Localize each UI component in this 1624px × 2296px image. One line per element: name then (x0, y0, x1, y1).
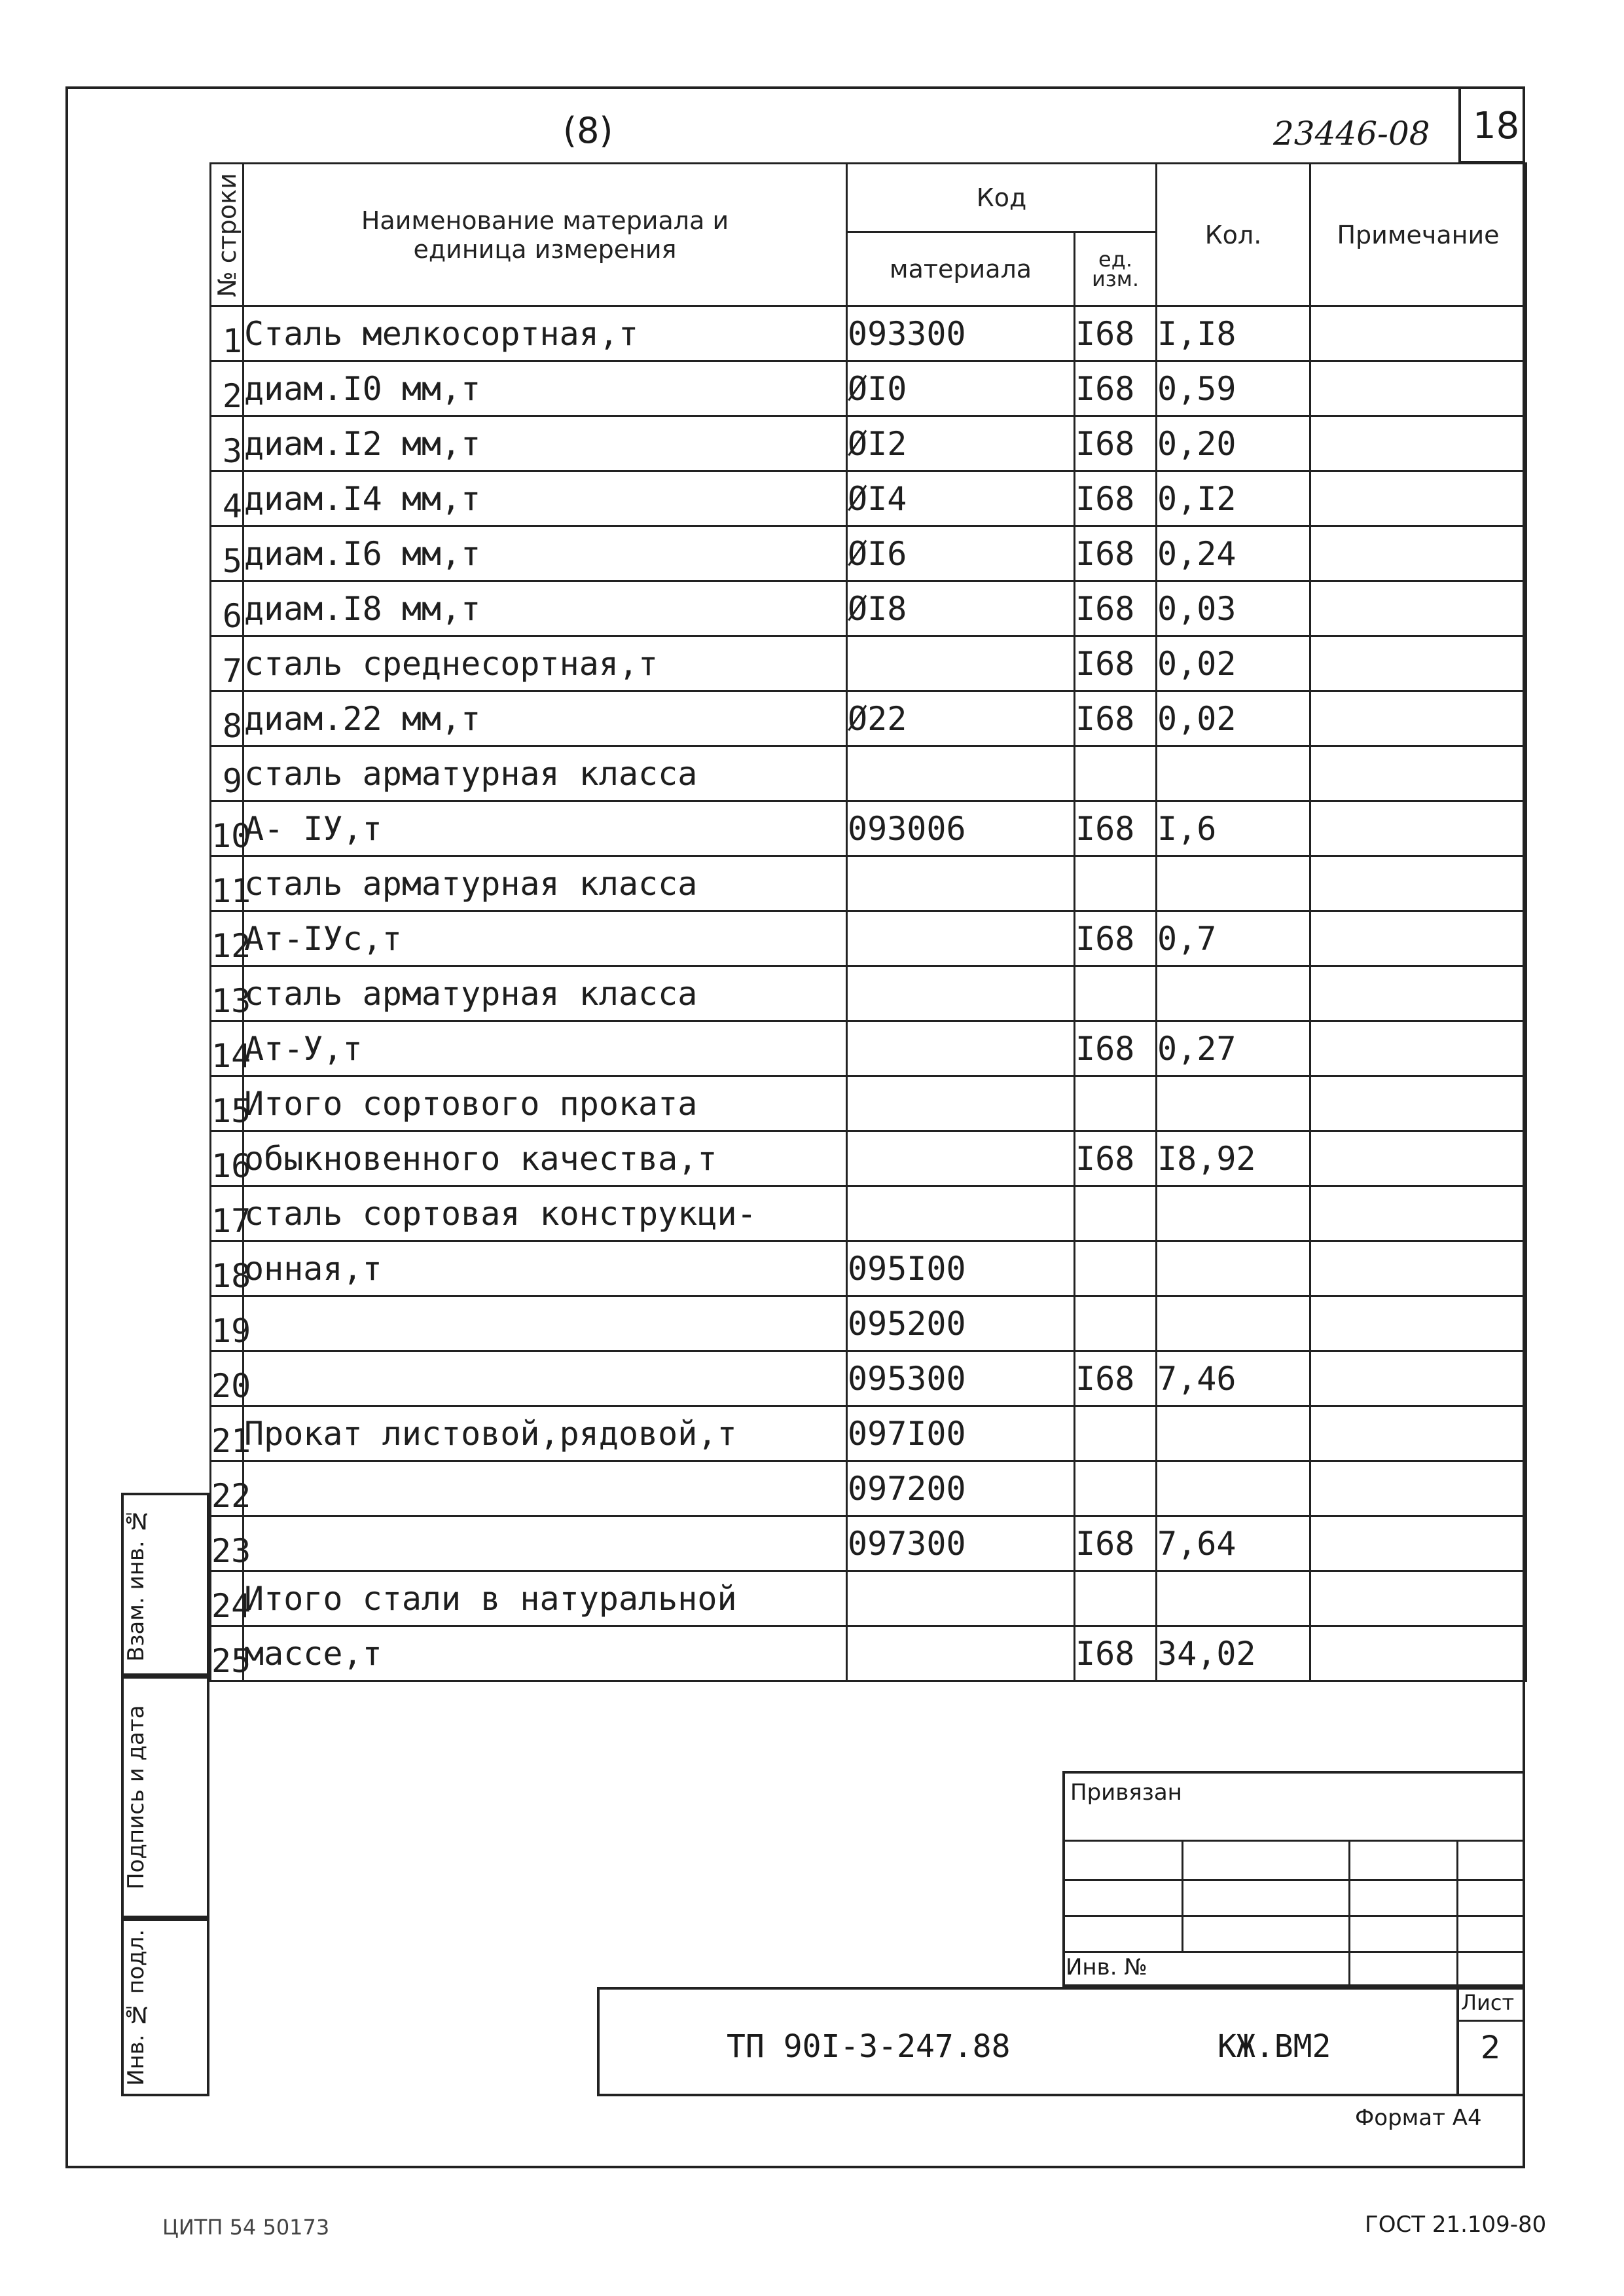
material-name-cell: диам.I4 мм,т (244, 471, 847, 526)
row-number-cell: 12 (211, 911, 244, 966)
note-cell (1310, 1076, 1526, 1131)
document-number: 23446-08 (1273, 115, 1430, 153)
table-row (211, 471, 1526, 526)
material-name-cell: сталь арматурная класса (244, 856, 847, 911)
note-cell (1310, 1351, 1526, 1406)
unit-code-cell (1075, 856, 1157, 911)
note-cell (1310, 966, 1526, 1021)
unit-code-cell: I68 (1075, 1351, 1157, 1406)
page-number: (8) (563, 110, 613, 151)
col-note-header: Примечание (1310, 164, 1526, 306)
sheet-label-line (1456, 2020, 1525, 2022)
quantity-cell: 0,24 (1157, 526, 1310, 581)
material-name-cell (244, 1296, 847, 1351)
row-number-cell: 21 (211, 1406, 244, 1461)
unit-code-cell (1075, 1076, 1157, 1131)
material-code-cell (847, 1021, 1075, 1076)
stamp-exchange-inv-label: Взам. инв. № (123, 1507, 149, 1662)
col-row-number-header: № строки (211, 164, 244, 306)
bound-line-2 (1062, 1879, 1525, 1881)
note-cell (1310, 911, 1526, 966)
material-code-cell: ØI8 (847, 581, 1075, 636)
unit-code-cell (1075, 1296, 1157, 1351)
note-cell (1310, 526, 1526, 581)
table-row (211, 636, 1526, 691)
sheet-divider (1456, 1987, 1459, 2096)
row-number-cell: 14 (211, 1021, 244, 1076)
material-name-cell (244, 1351, 847, 1406)
material-name-cell: массе,т (244, 1626, 847, 1681)
material-code-cell: ØI2 (847, 416, 1075, 471)
table-row (211, 361, 1526, 416)
bound-vline-3 (1456, 1840, 1458, 1987)
row-number-cell: 6 (211, 581, 244, 636)
row-number-cell: 24 (211, 1571, 244, 1626)
quantity-cell: 0,59 (1157, 361, 1310, 416)
note-cell (1310, 856, 1526, 911)
table-row (211, 1076, 1526, 1131)
quantity-cell: I,I8 (1157, 306, 1310, 361)
table-row (211, 1406, 1526, 1461)
row-number-cell: 16 (211, 1131, 244, 1186)
material-spec-table (209, 162, 1527, 1682)
unit-code-cell: I68 (1075, 361, 1157, 416)
note-cell (1310, 1406, 1526, 1461)
unit-code-cell (1075, 746, 1157, 801)
table-row (211, 526, 1526, 581)
material-name-cell: диам.I8 мм,т (244, 581, 847, 636)
table-row (211, 1021, 1526, 1076)
row-number-cell: 17 (211, 1186, 244, 1241)
quantity-cell: 0,03 (1157, 581, 1310, 636)
material-name-cell: Итого сортового проката (244, 1076, 847, 1131)
material-code-cell: ØI4 (847, 471, 1075, 526)
row-number-cell: 7 (211, 636, 244, 691)
sheet-value: 2 (1481, 2030, 1501, 2066)
row-number-cell: 2 (211, 361, 244, 416)
row-number-cell: 1 (211, 306, 244, 361)
table-row (211, 966, 1526, 1021)
table-row (211, 911, 1526, 966)
material-code-cell (847, 856, 1075, 911)
stamp-inv-original-label: Инв. № подл. (123, 1929, 149, 2086)
note-cell (1310, 1021, 1526, 1076)
material-name-cell: А- IУ,т (244, 801, 847, 856)
note-cell (1310, 1131, 1526, 1186)
bound-line-1 (1062, 1840, 1525, 1842)
bound-vline-2 (1348, 1840, 1350, 1987)
material-name-cell: онная,т (244, 1241, 847, 1296)
unit-code-cell: I68 (1075, 306, 1157, 361)
sheet-label: Лист (1461, 1990, 1515, 2015)
note-cell (1310, 801, 1526, 856)
unit-code-cell: I68 (1075, 1626, 1157, 1681)
unit-code-cell: I68 (1075, 801, 1157, 856)
quantity-cell: 0,7 (1157, 911, 1310, 966)
col-code-group-header: Код (847, 164, 1157, 232)
table-row (211, 1296, 1526, 1351)
material-name-cell: диам.I2 мм,т (244, 416, 847, 471)
quantity-cell: 7,46 (1157, 1351, 1310, 1406)
note-cell (1310, 1296, 1526, 1351)
material-name-cell: обыкновенного качества,т (244, 1131, 847, 1186)
quantity-cell (1157, 1076, 1310, 1131)
material-code-cell (847, 966, 1075, 1021)
table-row (211, 581, 1526, 636)
table-row (211, 801, 1526, 856)
material-code-cell (847, 1186, 1075, 1241)
row-number-cell: 23 (211, 1516, 244, 1571)
row-number-cell: 25 (211, 1626, 244, 1681)
material-code-cell: 097I00 (847, 1406, 1075, 1461)
quantity-cell (1157, 966, 1310, 1021)
note-cell (1310, 1516, 1526, 1571)
row-number-cell: 20 (211, 1351, 244, 1406)
table-row (211, 746, 1526, 801)
note-cell (1310, 471, 1526, 526)
material-code-cell (847, 1626, 1075, 1681)
bound-vline-1 (1182, 1840, 1183, 1951)
quantity-cell (1157, 746, 1310, 801)
row-number-cell: 18 (211, 1241, 244, 1296)
unit-code-cell: I68 (1075, 691, 1157, 746)
note-cell (1310, 1626, 1526, 1681)
material-code-cell (847, 746, 1075, 801)
note-cell (1310, 636, 1526, 691)
quantity-cell (1157, 1186, 1310, 1241)
material-name-cell: диам.I0 мм,т (244, 361, 847, 416)
material-code-cell: 095300 (847, 1351, 1075, 1406)
quantity-cell: I8,92 (1157, 1131, 1310, 1186)
table-row (211, 1131, 1526, 1186)
drawing-mark: КЖ.ВМ2 (1218, 2028, 1331, 2065)
material-code-cell (847, 636, 1075, 691)
material-code-cell: ØI0 (847, 361, 1075, 416)
material-name-cell (244, 1516, 847, 1571)
unit-code-cell: I68 (1075, 1021, 1157, 1076)
inv-no-label: Инв. № (1066, 1954, 1147, 1980)
bound-line-4 (1062, 1951, 1525, 1953)
material-code-cell (847, 911, 1075, 966)
unit-code-cell: I68 (1075, 581, 1157, 636)
table-row (211, 1626, 1526, 1681)
unit-code-cell: I68 (1075, 1516, 1157, 1571)
row-number-cell: 10 (211, 801, 244, 856)
unit-code-cell (1075, 1461, 1157, 1516)
col-code-unit-header: ед. изм. (1075, 232, 1157, 306)
table-row (211, 1186, 1526, 1241)
material-name-cell: Ат-IУс,т (244, 911, 847, 966)
unit-code-cell: I68 (1075, 1131, 1157, 1186)
unit-code-cell: I68 (1075, 911, 1157, 966)
material-name-cell: сталь арматурная класса (244, 966, 847, 1021)
row-number-cell: 19 (211, 1296, 244, 1351)
stamp-signature-date-label: Подпись и дата (123, 1705, 149, 1889)
table-row (211, 1351, 1526, 1406)
table-row (211, 1516, 1526, 1571)
table-row (211, 856, 1526, 911)
table-row (211, 1571, 1526, 1626)
unit-code-cell (1075, 966, 1157, 1021)
material-code-cell: 097300 (847, 1516, 1075, 1571)
material-code-cell: 093300 (847, 306, 1075, 361)
material-code-cell: 095200 (847, 1296, 1075, 1351)
material-name-cell: сталь арматурная класса (244, 746, 847, 801)
quantity-cell (1157, 1241, 1310, 1296)
quantity-cell: 0,02 (1157, 636, 1310, 691)
note-cell (1310, 581, 1526, 636)
quantity-cell (1157, 1406, 1310, 1461)
col-name-header: Наименование материала и единица измерения (244, 164, 847, 306)
table-row (211, 691, 1526, 746)
format-label: Формат А4 (1355, 2105, 1482, 2131)
table-row (211, 1241, 1526, 1296)
row-number-cell: 11 (211, 856, 244, 911)
bound-label: Привязан (1070, 1779, 1182, 1806)
material-name-cell: диам.22 мм,т (244, 691, 847, 746)
col-code-material-header: материала (847, 232, 1075, 306)
bound-line-3 (1062, 1915, 1525, 1917)
note-cell (1310, 416, 1526, 471)
material-code-cell (847, 1076, 1075, 1131)
row-number-cell: 4 (211, 471, 244, 526)
row-number-cell: 22 (211, 1461, 244, 1516)
unit-code-cell (1075, 1406, 1157, 1461)
material-code-cell (847, 1131, 1075, 1186)
publisher-stamp: ЦИТП 54 50173 (162, 2215, 330, 2240)
unit-code-cell: I68 (1075, 416, 1157, 471)
designation-code: ТП 90I-3-247.88 (727, 2028, 1011, 2065)
quantity-cell (1157, 1296, 1310, 1351)
table-row (211, 416, 1526, 471)
note-cell (1310, 746, 1526, 801)
material-code-cell (847, 1571, 1075, 1626)
unit-code-cell (1075, 1241, 1157, 1296)
note-cell (1310, 306, 1526, 361)
quantity-cell (1157, 1461, 1310, 1516)
quantity-cell: I,6 (1157, 801, 1310, 856)
quantity-cell: 0,02 (1157, 691, 1310, 746)
material-name-cell: Прокат листовой,рядовой,т (244, 1406, 847, 1461)
material-code-cell: Ø22 (847, 691, 1075, 746)
material-code-cell: ØI6 (847, 526, 1075, 581)
material-code-cell: 095I00 (847, 1241, 1075, 1296)
table-row (211, 306, 1526, 361)
note-cell (1310, 361, 1526, 416)
quantity-cell: 7,64 (1157, 1516, 1310, 1571)
unit-code-cell (1075, 1186, 1157, 1241)
quantity-cell (1157, 1571, 1310, 1626)
unit-code-cell: I68 (1075, 471, 1157, 526)
row-number-cell: 9 (211, 746, 244, 801)
quantity-cell: 0,27 (1157, 1021, 1310, 1076)
row-number-cell: 5 (211, 526, 244, 581)
col-qty-header: Кол. (1157, 164, 1310, 306)
material-name-cell: сталь среднесортная,т (244, 636, 847, 691)
sheet-index: 18 (1473, 105, 1520, 147)
row-number-cell: 13 (211, 966, 244, 1021)
table-row (211, 1461, 1526, 1516)
quantity-cell (1157, 856, 1310, 911)
material-code-cell: 093006 (847, 801, 1075, 856)
quantity-cell: 0,I2 (1157, 471, 1310, 526)
material-name-cell: Сталь мелкосортная,т (244, 306, 847, 361)
note-cell (1310, 691, 1526, 746)
unit-code-cell: I68 (1075, 526, 1157, 581)
note-cell (1310, 1186, 1526, 1241)
unit-code-cell: I68 (1075, 636, 1157, 691)
material-name-cell (244, 1461, 847, 1516)
row-number-cell: 8 (211, 691, 244, 746)
material-name-cell: Ат-У,т (244, 1021, 847, 1076)
unit-code-cell (1075, 1571, 1157, 1626)
material-name-cell: сталь сортовая конструкци- (244, 1186, 847, 1241)
note-cell (1310, 1241, 1526, 1296)
quantity-cell: 0,20 (1157, 416, 1310, 471)
quantity-cell: 34,02 (1157, 1626, 1310, 1681)
note-cell (1310, 1461, 1526, 1516)
standard-label: ГОСТ 21.109-80 (1365, 2212, 1547, 2238)
note-cell (1310, 1571, 1526, 1626)
material-name-cell: Итого стали в натуральной (244, 1571, 847, 1626)
material-code-cell: 097200 (847, 1461, 1075, 1516)
row-number-cell: 3 (211, 416, 244, 471)
row-number-cell: 15 (211, 1076, 244, 1131)
material-name-cell: диам.I6 мм,т (244, 526, 847, 581)
